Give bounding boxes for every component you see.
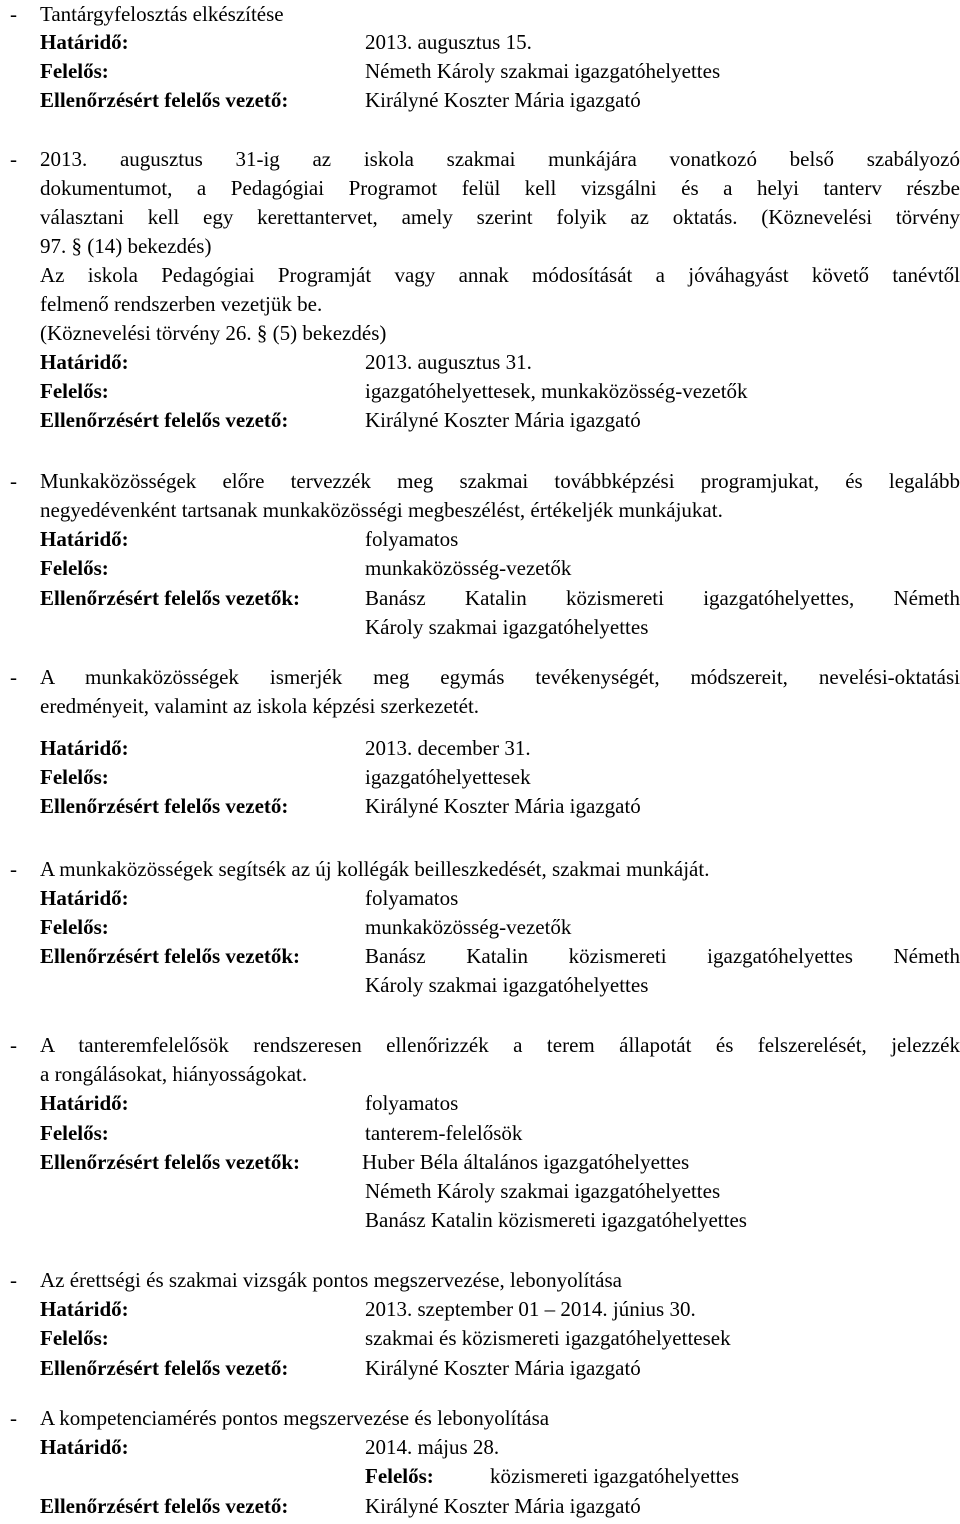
responsible-label: Felelős: [40, 1121, 109, 1145]
deadline-value: 2013. szeptember 01 – 2014. június 30. [365, 1297, 696, 1321]
supervisor-value: Királyné Koszter Mária igazgató [365, 1494, 641, 1518]
deadline-label: Határidő: [40, 886, 129, 910]
responsible-label: Felelős: [40, 556, 109, 580]
responsible-value: tanterem-felelősök [365, 1121, 523, 1145]
bullet-dash: - [10, 857, 17, 881]
task-text: A munkaközösségek segítsék az új kollégák beilleszkedését, szakmai munkáját. [40, 857, 710, 881]
deadline-label: Határidő: [40, 1435, 129, 1459]
task-text: dokumentumot, a Pedagógiai Programot felül kell vizsgálni és a helyi tanterv részbe [40, 176, 960, 200]
task-text: A munkaközösségek ismerjék meg egymás tevékenységét, módszereit, nevelési-oktatási [40, 665, 960, 689]
task-text: Munkaközösségek előre tervezzék meg szakmai továbbképzési programjukat, és legalább [40, 469, 960, 493]
deadline-label: Határidő: [40, 350, 129, 374]
supervisor-label: Ellenőrzésért felelős vezető: [40, 1356, 289, 1380]
bullet-dash: - [10, 1268, 17, 1292]
supervisor-label: Ellenőrzésért felelős vezetők: [40, 586, 301, 610]
supervisor-label: Ellenőrzésért felelős vezető: [40, 88, 289, 112]
task-text: a rongálásokat, hiányosságokat. [40, 1062, 308, 1086]
responsible-label: Felelős: [40, 59, 109, 83]
supervisor-label: Ellenőrzésért felelős vezető: [40, 1494, 289, 1518]
bullet-dash: - [10, 665, 17, 689]
supervisor-value: Károly szakmai igazgatóhelyettes [365, 973, 649, 997]
task-text: A tanteremfelelősök rendszeresen ellenőrizzék a terem állapotát és felszerelését, jelezzék [40, 1033, 960, 1057]
deadline-value: 2014. május 28. [365, 1435, 500, 1459]
bullet-dash: - [10, 1033, 17, 1057]
task-text: 97. § (14) bekezdés) [40, 234, 212, 258]
deadline-value: folyamatos [365, 1091, 459, 1115]
responsible-label: Felelős: [365, 1464, 434, 1488]
responsible-value: munkaközösség-vezetők [365, 915, 572, 939]
supervisor-value: Királyné Koszter Mária igazgató [365, 88, 641, 112]
task-text: Az iskola Pedagógiai Programját vagy annak módosítását a jóváhagyást követő tanévtől [40, 263, 960, 287]
responsible-value: munkaközösség-vezetők [365, 556, 572, 580]
task-text: felmenő rendszerben vezetjük be. [40, 292, 323, 316]
task-text: 2013. augusztus 31-ig az iskola szakmai munkájára vonatkozó belső szabályozó [40, 147, 960, 171]
task-text: Az érettségi és szakmai vizsgák pontos megszervezése, lebonyolítása [40, 1268, 622, 1292]
supervisor-value: Huber Béla általános igazgatóhelyettes [362, 1150, 690, 1174]
responsible-value: igazgatóhelyettesek, munkaközösség-vezetők [365, 379, 748, 403]
supervisor-value: Királyné Koszter Mária igazgató [365, 408, 641, 432]
deadline-value: 2013. december 31. [365, 736, 531, 760]
deadline-value: folyamatos [365, 886, 459, 910]
responsible-value: szakmai és közismereti igazgatóhelyettesek [365, 1326, 731, 1350]
supervisor-value: Banász Katalin közismereti igazgatóhelyettes Németh [365, 944, 960, 968]
bullet-dash: - [10, 147, 17, 171]
supervisor-value: Királyné Koszter Mária igazgató [365, 794, 641, 818]
deadline-value: folyamatos [365, 527, 459, 551]
responsible-value: Németh Károly szakmai igazgatóhelyettes [365, 59, 721, 83]
task-text: eredményeit, valamint az iskola képzési szerkezetét. [40, 694, 480, 718]
responsible-label: Felelős: [40, 765, 109, 789]
supervisor-label: Ellenőrzésért felelős vezetők: [40, 944, 301, 968]
supervisor-label: Ellenőrzésért felelős vezető: [40, 408, 289, 432]
supervisor-value: Királyné Koszter Mária igazgató [365, 1356, 641, 1380]
task-text: A kompetenciamérés pontos megszervezése és lebonyolítása [40, 1406, 550, 1430]
supervisor-value: Banász Katalin közismereti igazgatóhelyettes [365, 1208, 747, 1232]
supervisor-value: Banász Katalin közismereti igazgatóhelyettes, Németh [365, 586, 960, 610]
bullet-dash: - [10, 2, 17, 26]
responsible-label: Felelős: [40, 1326, 109, 1350]
deadline-value: 2013. augusztus 31. [365, 350, 532, 374]
deadline-label: Határidő: [40, 1091, 129, 1115]
bullet-dash: - [10, 1406, 17, 1430]
deadline-label: Határidő: [40, 1297, 129, 1321]
task-text: negyedévenként tartsanak munkaközösségi megbeszélést, értékeljék munkájukat. [40, 498, 723, 522]
supervisor-value: Károly szakmai igazgatóhelyettes [365, 615, 649, 639]
deadline-label: Határidő: [40, 736, 129, 760]
supervisor-label: Ellenőrzésért felelős vezetők: [40, 1150, 301, 1174]
responsible-value: igazgatóhelyettesek [365, 765, 531, 789]
responsible-label: Felelős: [40, 915, 109, 939]
supervisor-value: Németh Károly szakmai igazgatóhelyettes [365, 1179, 721, 1203]
deadline-value: 2013. augusztus 15. [365, 30, 532, 54]
supervisor-label: Ellenőrzésért felelős vezető: [40, 794, 289, 818]
bullet-dash: - [10, 469, 17, 493]
responsible-value: közismereti igazgatóhelyettes [490, 1464, 739, 1488]
responsible-label: Felelős: [40, 379, 109, 403]
deadline-label: Határidő: [40, 30, 129, 54]
deadline-label: Határidő: [40, 527, 129, 551]
task-text: választani kell egy kerettantervet, amely szerint folyik az oktatás. (Köznevelési törvény [40, 205, 960, 229]
task-text: Tantárgyfelosztás elkészítése [40, 2, 284, 26]
task-text: (Köznevelési törvény 26. § (5) bekezdés) [40, 321, 387, 345]
